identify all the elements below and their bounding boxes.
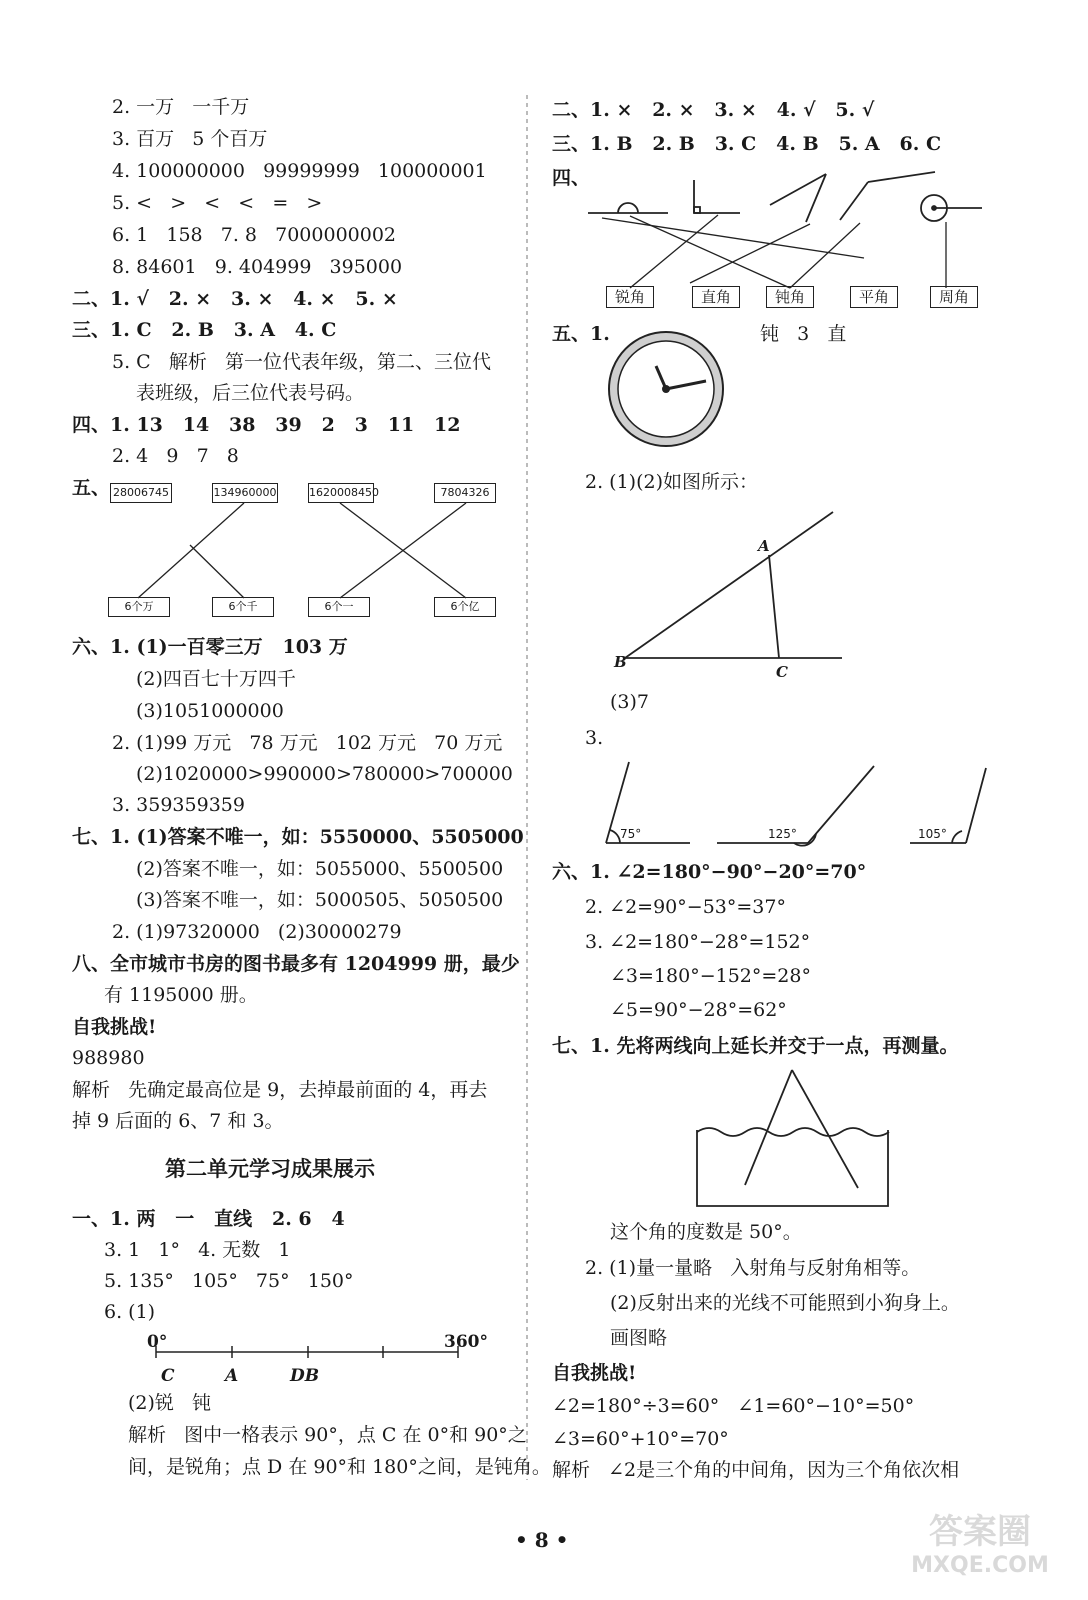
three-angles xyxy=(606,762,986,846)
angle-degree-75: 75° xyxy=(620,827,642,841)
angle-figures xyxy=(588,172,982,222)
left-line-7: 二、1. √ 2. × 3. × 4. × 5. × xyxy=(72,288,398,310)
match-top-3: 1620008450 xyxy=(308,483,374,503)
triangle-label-b: B xyxy=(614,653,627,671)
left-line-16: (3)1051000000 xyxy=(136,700,284,722)
right-line-18: 画图略 xyxy=(610,1327,668,1349)
numberline-end: 360° xyxy=(444,1332,488,1352)
left-line-1: 2. 一万 一千万 xyxy=(112,96,250,118)
right-line-4: 五、1. xyxy=(552,323,610,345)
left-line-3: 4. 100000000 99999999 100000001 xyxy=(112,160,487,182)
triangle-figure xyxy=(625,512,842,658)
left-line-29: 掉 9 后面的 6、7 和 3。 xyxy=(72,1110,284,1132)
angle-label-full: 周角 xyxy=(930,286,978,308)
matching-lines xyxy=(138,503,466,598)
right-line-22: 解析 ∠2是三个角的中间角，因为三个角依次相 xyxy=(552,1459,960,1481)
left-line-34: (2)锐 钝 xyxy=(128,1392,212,1414)
right-line-3: 四、 xyxy=(552,167,591,189)
angle-label-obtuse: 钝角 xyxy=(766,286,814,308)
right-line-5: 钝 3 直 xyxy=(760,323,847,345)
numberline-point-c: C xyxy=(161,1366,175,1386)
left-line-20: 七、1. (1)答案不唯一，如：5550000、5505000 xyxy=(72,826,524,848)
watermark-logo: 答案圈 xyxy=(929,1512,1031,1552)
right-line-2: 三、1. B 2. B 3. C 4. B 5. A 6. C xyxy=(552,133,942,155)
triangle-label-c: C xyxy=(776,663,788,681)
right-line-7: (3)7 xyxy=(610,691,650,713)
right-line-1: 二、1. × 2. × 3. × 4. √ 5. √ xyxy=(552,99,875,121)
left-line-10: 表班级，后三位代表号码。 xyxy=(136,382,365,404)
numberline-point-a: A xyxy=(225,1366,239,1386)
left-line-6: 8. 84601 9. 404999 395000 xyxy=(112,256,403,278)
page-number: • 8 • xyxy=(515,1528,569,1552)
left-line-26: 自我挑战! xyxy=(72,1016,157,1038)
section-title: 第二单元学习成果展示 xyxy=(165,1156,375,1181)
numberline-start: 0° xyxy=(147,1332,168,1352)
match-bottom-1: 6个万 xyxy=(108,597,170,617)
right-line-16: 2. (1)量一量略 入射角与反射角相等。 xyxy=(585,1257,921,1279)
right-line-8: 3. xyxy=(585,727,604,749)
right-line-19: 自我挑战! xyxy=(552,1362,637,1384)
right-line-17: (2)反射出来的光线不可能照到小狗身上。 xyxy=(610,1292,960,1314)
left-line-14: 六、1. (1)一百零三万 103 万 xyxy=(72,636,348,658)
left-line-33: 6. (1) xyxy=(104,1301,156,1323)
left-line-12: 2. 4 9 7 8 xyxy=(112,445,239,467)
angle-degree-125: 125° xyxy=(768,827,797,841)
left-line-24: 八、全市城市书房的图书最多有 1204999 册，最少 xyxy=(72,953,520,975)
right-line-12: ∠3=180°−152°=28° xyxy=(610,965,811,987)
left-line-30: 一、1. 两 一 直线 2. 6 4 xyxy=(72,1208,345,1230)
clock-icon xyxy=(609,332,723,446)
angle-matching-lines xyxy=(602,215,946,288)
angle-degree-105: 105° xyxy=(918,827,947,841)
left-line-25: 有 1195000 册。 xyxy=(104,984,258,1006)
match-bottom-2: 6个千 xyxy=(212,597,274,617)
angle-label-acute: 锐角 xyxy=(606,286,654,308)
left-line-23: 2. (1)97320000 (2)30000279 xyxy=(112,921,402,943)
right-line-11: 3. ∠2=180°−28°=152° xyxy=(585,931,811,953)
left-line-2: 3. 百万 5 个百万 xyxy=(112,128,268,150)
left-line-32: 5. 135° 105° 75° 150° xyxy=(104,1270,354,1292)
match-top-2: 134960000 xyxy=(212,483,278,503)
match-top-1: 28006745 xyxy=(110,483,172,503)
left-line-21: (2)答案不唯一，如：5055000、5500500 xyxy=(136,858,504,880)
triangle-label-a: A xyxy=(758,537,770,555)
right-line-21: ∠3=60°+10°=70° xyxy=(552,1428,729,1450)
number-line xyxy=(156,1346,458,1358)
right-line-20: ∠2=180°÷3=60° ∠1=60°−10°=50° xyxy=(552,1395,915,1417)
left-line-31: 3. 1 1° 4. 无数 1 xyxy=(104,1239,291,1261)
match-top-4: 7804326 xyxy=(434,483,496,503)
left-line-36: 间，是锐角；点 D 在 90°和 180°之间，是钝角。 xyxy=(128,1456,551,1478)
water-container-figure xyxy=(697,1070,889,1206)
right-line-14: 七、1. 先将两线向上延长并交于一点，再测量。 xyxy=(552,1035,959,1057)
left-line-15: (2)四百七十万四千 xyxy=(136,668,296,690)
left-line-17: 2. (1)99 万元 78 万元 102 万元 70 万元 xyxy=(112,732,503,754)
left-line-35: 解析 图中一格表示 90°，点 C 在 0°和 90°之 xyxy=(128,1424,527,1446)
match-bottom-4: 6个亿 xyxy=(434,597,496,617)
left-line-22: (3)答案不唯一，如：5000505、5050500 xyxy=(136,889,504,911)
left-line-8: 三、1. C 2. B 3. A 4. C xyxy=(72,319,337,341)
watermark-url: MXQE.COM xyxy=(911,1553,1049,1578)
left-line-27: 988980 xyxy=(72,1047,145,1069)
numberline-point-db: DB xyxy=(290,1366,320,1386)
left-line-28: 解析 先确定最高位是 9，去掉最前面的 4，再去 xyxy=(72,1079,488,1101)
left-line-5: 6. 1 158 7. 8 7000000002 xyxy=(112,224,397,246)
left-line-11: 四、1. 13 14 38 39 2 3 11 12 xyxy=(72,414,461,436)
left-line-19: 3. 359359359 xyxy=(112,794,245,816)
right-line-10: 2. ∠2=90°−53°=37° xyxy=(585,896,786,918)
left-line-18: (2)1020000>990000>780000>700000 xyxy=(136,763,513,785)
right-line-13: ∠5=90°−28°=62° xyxy=(610,999,787,1021)
right-line-6: 2. (1)(2)如图所示： xyxy=(585,471,758,493)
right-line-9: 六、1. ∠2=180°−90°−20°=70° xyxy=(552,861,867,883)
match-bottom-3: 6个一 xyxy=(308,597,370,617)
left-line-9: 5. C 解析 第一位代表年级，第二、三位代 xyxy=(112,351,491,373)
angle-label-right: 直角 xyxy=(692,286,740,308)
right-line-15: 这个角的度数是 50°。 xyxy=(610,1221,802,1243)
left-line-4: 5. < > < < = > xyxy=(112,192,323,214)
left-line-13: 五、 xyxy=(72,477,111,499)
angle-label-straight: 平角 xyxy=(850,286,898,308)
